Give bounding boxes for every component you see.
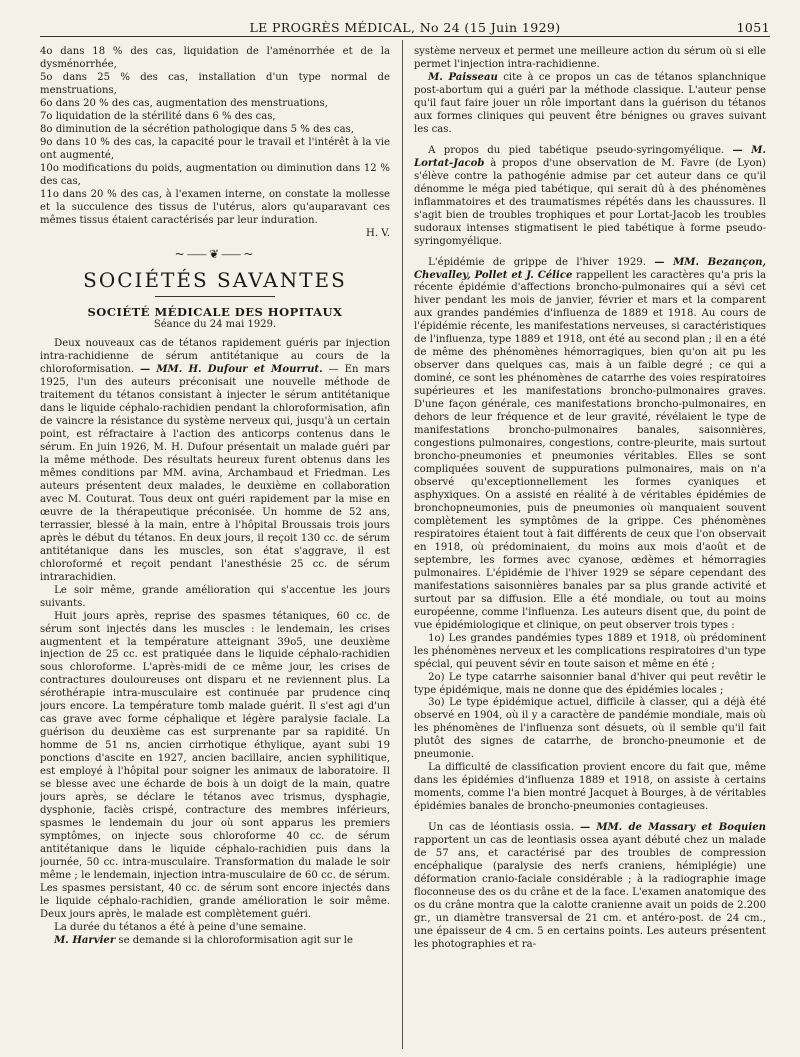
article-paragraph [414, 822, 766, 952]
list-item: 5o dans 25 % des cas, installation d'un type normal de menstruations, [40, 71, 390, 96]
page-number: 1051 [736, 20, 770, 35]
list-item: 8o diminution de la sécrétion pathologique dans 5 % des cas, [40, 123, 354, 135]
article-topic: Deux nouveaux cas de tétanos rapidement guéris par injection intra-rachidienne de sérum antitétanique au cours de la chloroformisation. [40, 338, 390, 376]
list-item: 10o modifications du poids, augmentation ou diminution dans 12 % des cas, [40, 162, 390, 187]
list-item: 11o dans 20 % des cas, à l'examen interne, on constate la mollesse et la succulence des tissus de l'utérus, alors qu'auparavant ces mêmes tissus étaient caractérisés par leur induration. [40, 188, 390, 226]
article-paragraph: 2o) Le type catarrhe saisonnier banal d'hiver qui peut revêtir le type épidémique, mais ne donne que des épidémies locales ; [414, 671, 766, 696]
article-topic: Un cas de léontiasis ossia. [428, 822, 574, 834]
article-authors: — M. Lortat-Jacob [414, 144, 766, 169]
article-text: se demande si la chloroformisation agit sur le [118, 934, 353, 946]
article-authors: M. Harvier [54, 934, 116, 946]
article-paragraph: La difficulté de classification provient encore du fait que, même dans les épidémies d'influenza 1889 et 1918, on assiste à certains moments, comme l'a bien montré Jacquet à Bourges, à de véritables épidémies banales de broncho-pneumonies contagieuses. [414, 762, 766, 813]
article-paragraph: La durée du tétanos a été à peine d'une semaine. [54, 921, 307, 933]
article-topic: L'épidémie de grippe de l'hiver 1929. [428, 256, 646, 268]
list-item: 6o dans 20 % des cas, augmentation des menstruations, [40, 97, 328, 109]
article-paragraph: Huit jours après, reprise des spasmes tétaniques, 60 cc. de sérum sont injectés dans les muscles : le lendemain, les crises augmentent et la température atteignant 39o5, une deuxième injection de 25 cc. est pratiquée dans le liquide céphalo-rachidien sous chloroforme. L'après-midi de ce même jour, les crises de contractures douloureuses ont disparu et ne reviennent plus. La sérothérapie intra-musculaire est continuée par prudence cinq jours encore. La température tomb malade guérit. Il s'est agi d'un cas grave avec forme céphalique et légère paralysie faciale. La guérison du deuxième cas est surprenante par sa rapidité. Un homme de 51 ns, ancien cirrhotique éthylique, ayant subi 19 ponctions d'ascite en 1927, ancien bacillaire, ancien syphilitique, est employé à l'hôpital pour soigner les animaux de laboratoire. Il se blesse avec une écharde de bois à un doigt de la main, quatre jours après, se déclare le tétanos avec trismus, dysphagie, dysphonie, faciès crispé, contracture des membres inférieurs, spasmes le lendemain du jour où sont apparus les premiers symptômes, on injecte sous chloroforme 40 cc. de sérum antitétanique dans le liquide céphalo-rachidien puis dans la journée, 50 cc. intra-musculaire. Transformation du malade le soir même ; le lendemain, injection intra-musculaire de 60 cc. de sérum. Les spasmes persistant, 40 cc. de sérum sont encore injectés dans le liquide céphalo-rachidien, grande amélioration le soir même. Deux jours après, le malade est complètement guéri. [40, 610, 390, 920]
list-item: 4o dans 18 % des cas, liquidation de l'aménorrhée et de la dysménorrhée, [40, 46, 390, 70]
left-column [40, 46, 390, 1049]
article-text: rappellent les caractères qu'a pris la récente épidémie d'affections broncho-pulmonaires qui a sévi cet hiver pendant les mois de janvier, février et mars et la comparent aux grandes pandémies d'influenza de 1889 et 1918. Au cours de l'épidémie récente, les manifestations nerveuses, si caractéristiques de l'influenza, type 1889 et 1918, ont été au second plan ; il en a été de même des phénomènes hémorragiques, bien qu'on ait pu les observer dans quelques cas, mais à un faible degré ; ce qui a dominé, ce sont les phénomènes de catarrhe des voies respiratoires supérieures et les manifestations broncho-pulmonaires graves. D'une façon générale, ces manifestations broncho-pulmonaires, en dehors de leur fréquence et de leur gravité, révélaient le type de manifestations broncho-pulmonaires banales, saisonnières, congestions pulmonaires, congestions, contre-pleurite, mais surtout broncho-pneumonies et pneumonies véritables. Elles se sont compliquées souvent de suppurations pulmonaires, mais on n'a observé qu'exceptionnellement les formes cyaniques et asphyxiques. On a assisté en réalité à de véritables épidémies de bronchopneumonies, puis de pneumonies où manquaient souvent complètement les symptômes de la grippe. Ces phénomènes respiratoires étaient tout à fait différents de ceux que l'on observait en 1918, où prédominaient, du moins aux mois d'août et de septembre, les formes avec cyanose, œdèmes et hémorragies pulmonaires. L'épidémie de l'hiver 1929 se sépare cependant des manifestations saisonnières banales par sa plus grande activité et surtout par sa diffusion. Elle a été mondiale, ou tout au moins européenne, comme l'influenza. Les auteurs disent que, du point de vue épidémiologique et clinique, on peut observer trois types : [414, 269, 766, 631]
ornament-divider: ~⸺❦⸺~ [174, 246, 256, 261]
article-paragraph: 1o) Les grandes pandémies types 1889 et 1918, où prédominent les phénomènes nerveux et les complications respiratoires d'un type spécial, qui peuvent sévir en toute saison et même en été ; [414, 632, 766, 670]
article-topic: A propos du pied tabétique pseudo-syringomyélique. [428, 144, 725, 156]
article-authors: — MM. H. Dufour et Mourrut. [140, 364, 323, 376]
column-divider [402, 40, 403, 1049]
article-paragraph: système nerveux et permet une meilleure action du sérum où si elle permet l'injection intra-rachidienne. [414, 46, 766, 70]
article-text: à propos d'une observation de M. Favre (de Lyon) s'élève contre la pathogénie admise par cet auteur dans ce qu'il dénomme le méga pied tabétique, qui serait dû à des phénomènes inflammatoires et des traumatismes répétés dans les chaussures. Il s'agit bien de troubles trophiques et pour Lortat-Jacob les troubles sudoraux intenses stigmatisent le pied tabétique à forme pseudo-syringomyélique. [414, 157, 766, 247]
signature: H. V. [366, 227, 390, 239]
list-item: 7o liquidation de la stérilité dans 6 % des cas, [40, 110, 276, 122]
article-text: rapportent un cas de leontiasis ossea ayant débuté chez un malade de 57 ans, et caractérisé par des troubles de compression encéphalique (paralysie des nerfs craniens, hémiplégie) une déformation cranio-faciale considérable ; à la radiographie image floconneuse des os du crâne et de la face. L'examen anatomique des os du crâne montra que la calotte cranienne avait un poids de 2.200 gr., un diamètre transversal de 21 cm. et antéro-post. de 24 cm., une épaisseur de 4 cm. 5 en certains points. Les auteurs présentent les photographies et ra- [414, 835, 766, 950]
spacer [414, 814, 766, 822]
right-column [414, 46, 766, 1049]
article-paragraph [414, 145, 766, 249]
article-authors: — MM. de Massary et Boquien [579, 822, 766, 834]
spacer [414, 249, 766, 257]
list-item: 9o dans 10 % des cas, la capacité pour le travail et l'intérêt à la vie ont augmenté, [40, 136, 390, 161]
section-rule [155, 296, 275, 297]
article-paragraph [414, 72, 766, 137]
article-authors: — MM. Bezançon, Chevalley, Pollet et J. Célice [414, 256, 766, 281]
results-list [40, 46, 390, 228]
article-paragraph [40, 935, 390, 948]
article-paragraph [40, 338, 390, 584]
society-name: SOCIÉTÉ MÉDICALE DES HOPITAUX [87, 304, 343, 319]
article-authors: M. Paisseau [428, 71, 498, 83]
article-text: — En mars 1925, l'un des auteurs préconisait une nouvelle méthode de traitement du tétanos consistant à injecter le sérum antitétanique dans le liquide céphalo-rachidien pendant la chloroformisation, afin de vaincre la résistance du système nerveux qui, jusqu'à un certain point, est réfractaire à l'action des anticorps contenus dans le sérum. En juin 1926, M. H. Dufour présentait un malade guéri par la même méthode. Des résultats heureux furent obtenus dans les mêmes conditions par MM. avina, Archambaud et Friedman. Les auteurs présentent deux malades, le deuxième en collaboration avec M. Couturat. Tous deux ont guéri rapidement par la mise en œuvre de la thérapeutique préconisée. Un homme de 52 ans, terrassier, blessé à la main, entre à l'hôpital Broussais trois jours après le début du tétanos. En deux jours, il reçoit 130 cc. de sérum antitétanique dans les muscles, son état s'aggrave, il est chloroformé et reçoit pendant l'anesthésie 25 cc. de sérum intrarachidien. [40, 364, 390, 583]
running-title: LE PROGRÈS MÉDICAL, No 24 (15 Juin 1929) [249, 20, 561, 35]
section-title: SOCIÉTÉS SAVANTES [83, 267, 347, 292]
article-paragraph: Le soir même, grande amélioration qui s'accentue les jours suivants. [40, 584, 390, 609]
spacer [414, 137, 766, 145]
article-paragraph [414, 257, 766, 633]
running-header [40, 8, 770, 37]
article-text: cite à ce propos un cas de tétanos splanchnique post-abortum qui a guéri par la méthode classique. L'auteur pense qu'il faut faire jouer un rôle important dans la guérison du tétanos aux formes cliniques qui peuvent être bénignes ou graves suivant les cas. [414, 71, 766, 135]
article-paragraph: 3o) Le type épidémique actuel, difficile à classer, qui a déjà été observé en 1904, où il y a caractère de pandémie mondiale, mais où les phénomènes de l'influenza sont désuets, où il semble qu'il fait plutôt des signes de catarrhe, de broncho-pneumonie et de pneumonie. [414, 697, 766, 761]
seance-date: Séance du 24 mai 1929. [153, 319, 277, 331]
